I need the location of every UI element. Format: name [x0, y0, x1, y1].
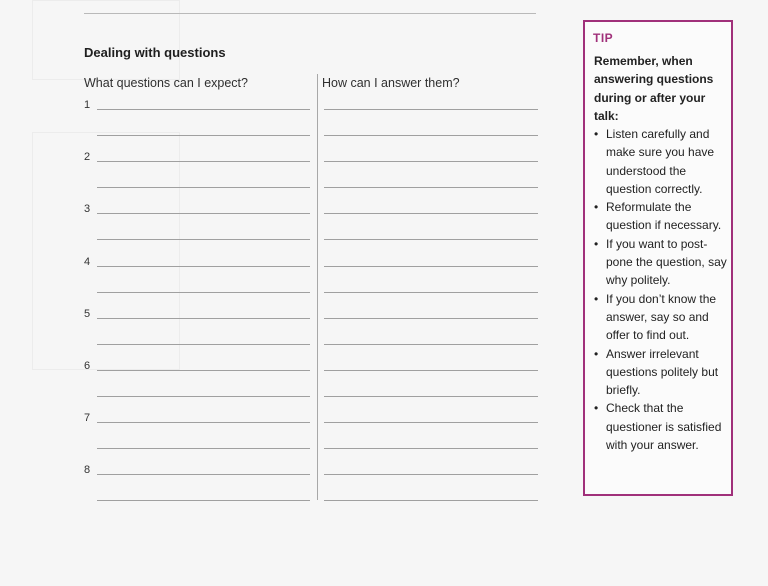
- tip-item: [594, 198, 734, 235]
- answer-line[interactable]: [324, 318, 538, 319]
- bullet-icon: •: [594, 127, 599, 141]
- question-line[interactable]: [97, 370, 310, 371]
- bullet-icon: •: [594, 401, 599, 416]
- question-line-2[interactable]: [97, 239, 310, 240]
- background-ghost-box: [32, 0, 180, 80]
- answer-line-2[interactable]: [324, 500, 538, 501]
- row-number: 4: [84, 256, 91, 268]
- row-number: 2: [84, 151, 91, 163]
- top-rule: [84, 13, 536, 14]
- question-line[interactable]: [97, 474, 310, 475]
- question-line-2[interactable]: [97, 292, 310, 293]
- section-title: Dealing with questions: [84, 45, 226, 60]
- question-line-2[interactable]: [97, 344, 310, 345]
- answer-line[interactable]: [324, 422, 538, 423]
- tip-item: [594, 345, 734, 400]
- answer-line[interactable]: [324, 109, 538, 110]
- row-number: 5: [84, 308, 91, 320]
- row-number: 7: [84, 412, 91, 424]
- answer-line[interactable]: [324, 474, 538, 475]
- tip-item: [594, 399, 734, 454]
- answer-line[interactable]: [324, 213, 538, 214]
- bullet-icon: •: [594, 236, 599, 251]
- question-line[interactable]: [97, 213, 310, 214]
- bullet-icon: •: [594, 200, 599, 215]
- tip-item-text: Listen carefully and make sure you have understood the question correctly.: [606, 127, 715, 196]
- question-line[interactable]: [97, 318, 310, 319]
- questions-column-heading: What questions can I expect?: [84, 76, 248, 90]
- answer-line[interactable]: [324, 370, 538, 371]
- question-line[interactable]: [97, 266, 310, 267]
- answer-line-2[interactable]: [324, 135, 538, 136]
- tip-item: [594, 290, 734, 345]
- question-line[interactable]: [97, 422, 310, 423]
- question-line[interactable]: [97, 109, 310, 110]
- answer-line-2[interactable]: [324, 448, 538, 449]
- tip-item-text: Reformulate the question if necessary.: [606, 200, 722, 233]
- question-line-2[interactable]: [97, 448, 310, 449]
- answer-line-2[interactable]: [324, 396, 538, 397]
- answer-line-2[interactable]: [324, 292, 538, 293]
- answer-line-2[interactable]: [324, 344, 538, 345]
- question-line[interactable]: [97, 161, 310, 162]
- tip-item-text: Check that the questioner is satisfied with your answer.: [606, 401, 722, 453]
- answer-line[interactable]: [324, 266, 538, 267]
- tip-label: TIP: [593, 31, 614, 45]
- tip-item: [594, 235, 734, 290]
- background-ghost-box: [32, 132, 180, 370]
- column-divider: [317, 74, 318, 500]
- question-line-2[interactable]: [97, 187, 310, 188]
- tip-list: [594, 125, 734, 454]
- answers-column-heading: How can I answer them?: [322, 76, 460, 90]
- tip-intro: Remember, when answering questions during or after your talk:: [594, 54, 714, 123]
- row-number: 1: [84, 99, 91, 111]
- bullet-icon: •: [594, 291, 599, 306]
- question-line-2[interactable]: [97, 135, 310, 136]
- answer-line[interactable]: [324, 161, 538, 162]
- question-line-2[interactable]: [97, 500, 310, 501]
- answer-line-2[interactable]: [324, 187, 538, 188]
- tip-item-text: If you don’t know the answer, say so and offer to find out.: [606, 291, 717, 343]
- bullet-icon: •: [594, 346, 599, 361]
- tip-item-text: If you want to post-pone the question, say why politely.: [606, 236, 727, 288]
- row-number: 8: [84, 464, 91, 476]
- tip-item-text: Answer irrelevant questions politely but briefly.: [606, 346, 719, 398]
- tip-item: [594, 125, 734, 198]
- answer-line-2[interactable]: [324, 239, 538, 240]
- tip-box: [583, 20, 733, 496]
- row-number: 6: [84, 360, 91, 372]
- question-line-2[interactable]: [97, 396, 310, 397]
- row-number: 3: [84, 203, 91, 215]
